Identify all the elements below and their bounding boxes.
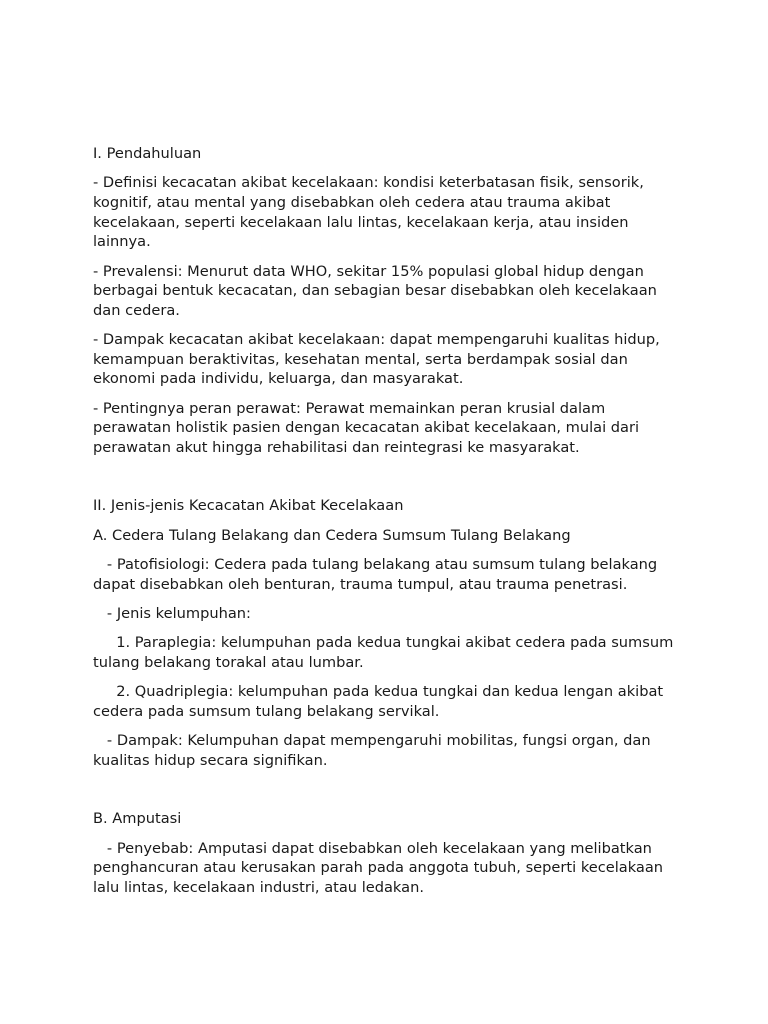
paragraph-dampak: - Dampak kecacatan akibat kecelakaan: dapat mempengaruhi kualitas hidup, kemampuan beraktivitas, kesehatan mental, serta berdampak sosial dan ekonomi pada individu, keluarga, dan masyarakat. bbox=[93, 331, 665, 388]
section-heading-jenis-kecacatan: II. Jenis-jenis Kecacatan Akibat Kecelakaan bbox=[93, 497, 404, 515]
paragraph-definisi: - Definisi kecacatan akibat kecelakaan: kondisi keterbatasan fisik, sensorik, kognitif, atau mental yang disebabkan oleh cedera atau trauma akibat kecelakaan, seperti kecelakaan lalu lintas, kecelakaan kerja, atau insiden lainnya. bbox=[93, 174, 649, 251]
document-body bbox=[93, 144, 683, 907]
list-item-paraplegia: 1. Paraplegia: kelumpuhan pada kedua tungkai akibat cedera pada sumsum tulang belakang torakal atau lumbar. bbox=[93, 634, 678, 672]
paragraph-prevalensi: - Prevalensi: Menurut data WHO, sekitar 15% populasi global hidup dengan berbagai bentuk kecacatan, dan sebagian besar disebabkan oleh kecelakaan dan cedera. bbox=[93, 262, 662, 319]
subsection-heading-cedera-tulang-belakang: A. Cedera Tulang Belakang dan Cedera Sumsum Tulang Belakang bbox=[93, 526, 571, 544]
paragraph-peran-perawat: - Pentingnya peran perawat: Perawat memainkan peran krusial dalam perawatan holistik pasien dengan kecacatan akibat kecelakaan, mulai dari perawatan akut hingga rehabilitasi dan reintegrasi ke masyarakat. bbox=[93, 399, 644, 456]
paragraph-dampak-kelumpuhan: - Dampak: Kelumpuhan dapat mempengaruhi mobilitas, fungsi organ, dan kualitas hidup secara signifikan. bbox=[93, 732, 656, 770]
subsection-heading-amputasi: B. Amputasi bbox=[93, 810, 182, 828]
list-item-quadriplegia: 2. Quadriplegia: kelumpuhan pada kedua tungkai dan kedua lengan akibat cedera pada sumsum tulang belakang servikal. bbox=[93, 683, 668, 721]
section-spacer bbox=[93, 467, 683, 496]
paragraph-jenis-kelumpuhan: - Jenis kelumpuhan: bbox=[93, 605, 251, 623]
paragraph-patofisiologi: - Patofisiologi: Cedera pada tulang belakang atau sumsum tulang belakang dapat disebabkan oleh benturan, trauma tumpul, atau trauma penetrasi. bbox=[93, 556, 662, 593]
section-spacer bbox=[93, 780, 683, 809]
section-heading-pendahuluan: I. Pendahuluan bbox=[93, 145, 202, 162]
paragraph-penyebab-amputasi: - Penyebab: Amputasi dapat disebabkan oleh kecelakaan yang melibatkan penghancuran atau kerusakan parah pada anggota tubuh, seperti kecelakaan lalu lintas, kecelakaan industri, atau ledakan. bbox=[93, 839, 668, 896]
